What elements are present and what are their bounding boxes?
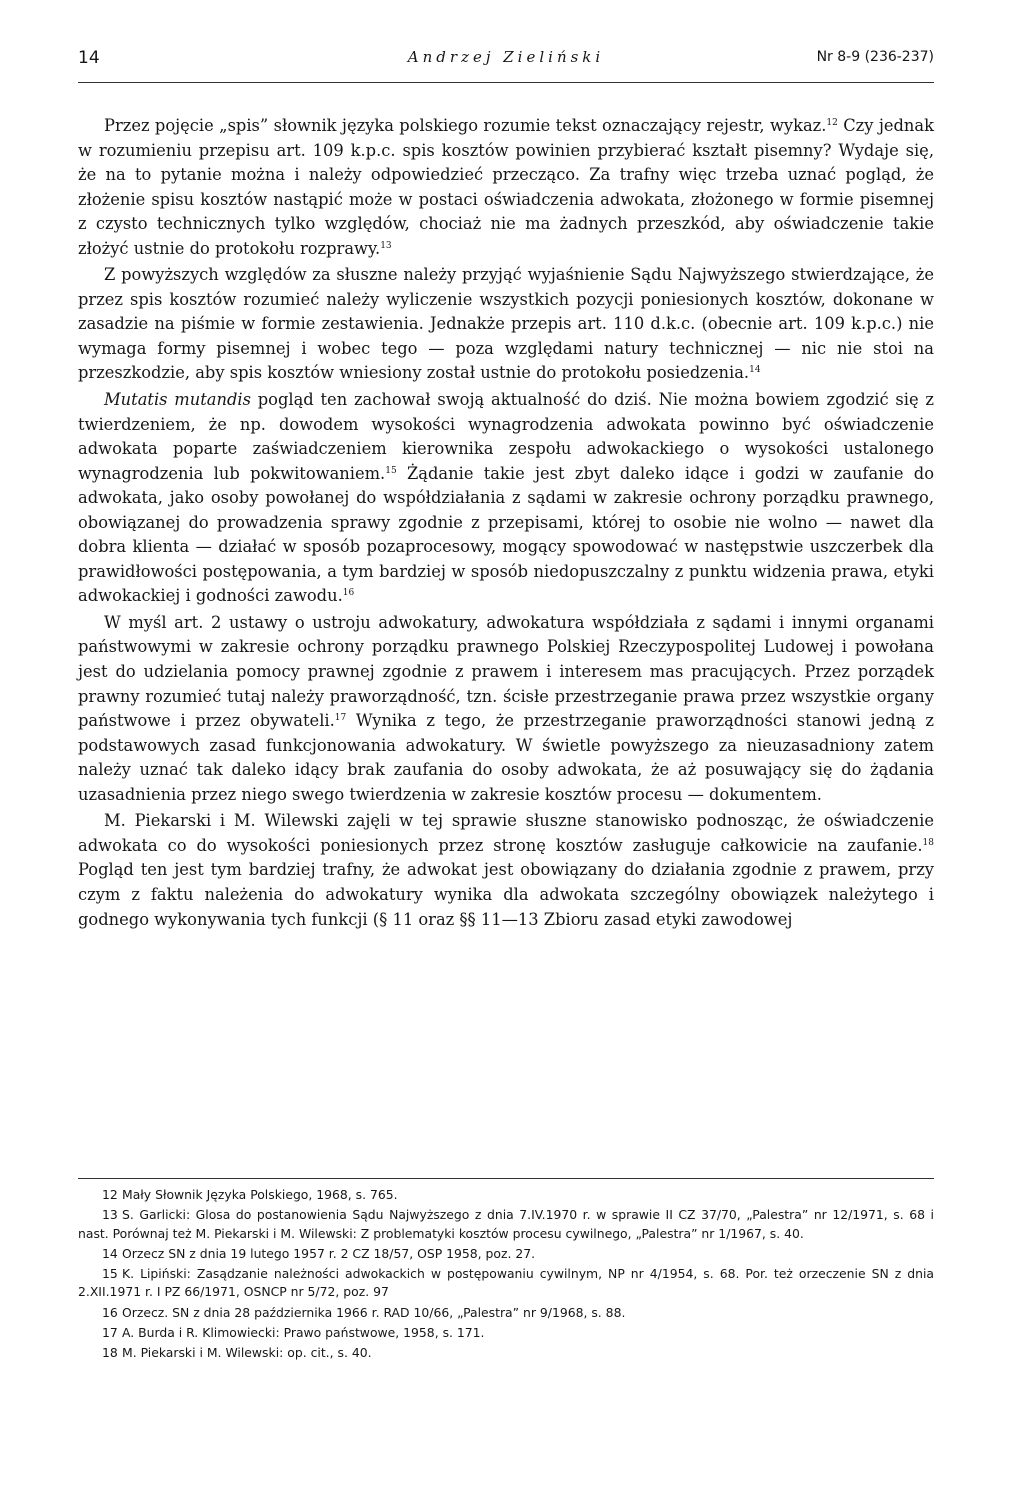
footnote-text: A. Burda i R. Klimowiecki: Prawo państwowe, 1958, s. 171. <box>122 1325 485 1341</box>
footnote-number: 17 <box>102 1325 118 1341</box>
footnote <box>78 1245 934 1263</box>
footnote <box>78 1324 934 1342</box>
paragraph <box>78 388 934 609</box>
footnote-number: 14 <box>102 1245 118 1261</box>
header-rule <box>78 82 934 83</box>
footnote-ref: 16 <box>342 588 355 599</box>
footnote-number: 18 <box>102 1345 118 1361</box>
page-number: 14 <box>78 48 100 68</box>
footnote-text: Orzecz. SN z dnia 28 października 1966 r. RAD 10/66, „Palestra” nr 9/1968, s. 88. <box>122 1304 626 1320</box>
footnote-ref: 15 <box>385 465 397 476</box>
footnote-ref: 13 <box>380 240 392 251</box>
text-run: Czy jednak w rozumieniu przepisu art. 109 k.p.c. spis kosztów powinien przybierać kształt pisemny? Wydaje się, że na to pytanie można i należy odpowiedzieć przecząco. Za trafny więc trzeba uznać pogląd, że złożenie spisu kosztów nastąpić może w postaci oświadczenia adwokata, złożonego w formie pisemnej z czysto technicznych tylko względów, chociaż nie ma żadnych przeszkód, aby oświadczenie takie złożyć ustnie do protokołu rozprawy. <box>78 116 934 258</box>
footnote-number: 16 <box>102 1304 118 1320</box>
text-run: Z powyższych względów za słuszne należy przyjąć wyjaśnienie Sądu Najwyższego stwierdzające, że przez spis kosztów rozumieć należy wyliczenie wszystkich pozycji poniesionych kosztów, dokonane w zasadzie na piśmie w formie zestawienia. Jednakże przepis art. 110 d.k.c. (obecnie art. 109 k.p.c.) nie wymaga formy pisemnej i wobec tego — poza względami natury technicznej — nic nie stoi na przeszkodzie, aby spis kosztów wniesiony został ustnie do protokołu posiedzenia. <box>78 265 934 383</box>
footnote-rule <box>78 1178 934 1179</box>
footnote-ref: 12 <box>826 118 838 128</box>
text-run: Przez pojęcie „spis” słownik języka polskiego rozumie tekst oznaczający rejestr, wykaz. <box>104 116 827 135</box>
text-run: M. Piekarski i M. Wilewski zajęli w tej sprawie słuszne stanowisko podnosząc, że oświadczenie adwokata co do wysokości poniesionych przez stronę kosztów zasługuje całkowicie na zaufanie. <box>78 811 934 855</box>
footnote <box>78 1186 934 1204</box>
footnote-ref: 14 <box>749 365 761 376</box>
issue-number: Nr 8-9 (236-237) <box>816 49 934 65</box>
text-run: Żądanie takie jest zbyt daleko idące i godzi w zaufanie do adwokata, jako osoby powołanej do współdziałania z sądami w zakresie ochrony porządku prawnego, obowiązanej do prowadzenia sprawy zgodnie z przepisami, której to osobie nie wolno — nawet dla dobra klienta — działać w sposób pozaprocesowy, mogący spowodować w następstwie uszczerbek dla prawidłowości postępowania, a tym bardziej w sposób niedopuszczalny z punktu widzenia prawa, etyki adwokackiej i godności zawodu. <box>78 463 935 606</box>
footnote-number: 12 <box>102 1187 118 1202</box>
footnote-text: M. Piekarski i M. Wilewski: op. cit., s. 40. <box>122 1345 372 1361</box>
paragraph <box>78 114 934 261</box>
paragraph <box>78 263 934 386</box>
text-run: W myśl art. 2 ustawy o ustroju adwokatury, adwokatura współdziała z sądami i innymi organami państwowymi w zakresie ochrony porządku prawnego Polskiej Rzeczypospolitej Ludowej i powołana jest do udzielania pomocy prawnej zgodnie z prawem i interesem mas pracujących. Przez porządek prawny rozumieć tutaj należy praworządność, tzn. ścisłe przestrzeganie prawa przez wszystkie organy państwowe i przez obywateli. <box>78 612 934 731</box>
footnote <box>78 1304 934 1322</box>
paragraph <box>78 611 934 807</box>
footnote-ref: 17 <box>334 713 347 724</box>
text-run: pogląd ten zachował swoją aktualność do dziś. Nie można bowiem zgodzić się z twierdzeniem, że np. dowodem wysokości wynagrodzenia adwokata powinno być oświadczenie adwokata poparte zaświadczeniem kierownika zespołu adwokackiego o wysokości ustalonego wynagrodzenia lub pokwitowaniem. <box>78 390 934 483</box>
footnote <box>78 1206 934 1243</box>
footnote-text: Mały Słownik Języka Polskiego, 1968, s. 765. <box>122 1187 398 1202</box>
footnote-text: S. Garlicki: Glosa do postanowienia Sądu Najwyższego z dnia 7.IV.1970 r. w sprawie II CZ 37/70, „Palestra” nr 12/1971, s. 68 i nast. Porównaj też M. Piekarski i M. Wilewski: Z problematyki kosztów procesu cywilnego, „Palestra” nr 1/1967, s. 40. <box>78 1207 934 1241</box>
running-header <box>78 44 934 70</box>
footnote-text: Orzecz SN z dnia 19 lutego 1957 r. 2 CZ 18/57, OSP 1958, poz. 27. <box>122 1245 536 1261</box>
footnote <box>78 1265 934 1302</box>
italic-phrase: Mutatis mutandis <box>104 390 251 410</box>
article-body <box>78 114 934 932</box>
footnote-text: K. Lipiński: Zasądzanie należności adwokackich w postępowaniu cywilnym, NP nr 4/1954, s. 68. Por. też orzeczenie SN z dnia 2.XII.1971 r. I PZ 66/1971, OSNCP nr 5/72, poz. 97 <box>78 1266 934 1300</box>
footnote-number: 15 <box>102 1266 118 1282</box>
text-run: Wynika z tego, że przestrzeganie praworządności stanowi jedną z podstawowych zasad funkcjonowania adwokatury. W świetle powyższego za nieuzasadniony zatem należy uznać tak daleko idący brak zaufania do osoby adwokata, że aż posuwający się do żądania uzasadnienia przez niego swego twierdzenia w zakresie kosztów procesu — dokumentem. <box>78 711 934 804</box>
running-author: Andrzej Zieliński <box>407 48 605 66</box>
footnote-number: 13 <box>102 1207 118 1223</box>
footnote-ref: 18 <box>922 837 934 848</box>
footnotes <box>78 1186 934 1365</box>
text-run: Pogląd ten jest tym bardziej trafny, że adwokat jest obowiązany do działania zgodnie z prawem, przy czym z faktu należenia do adwokatury wynika dla adwokata szczególny obowiązek należytego i godnego wykonywania tych funkcji (§ 11 oraz §§ 11—13 Zbioru zasad etyki zawodowej <box>78 860 934 929</box>
footnote <box>78 1344 934 1362</box>
paragraph <box>78 809 934 932</box>
